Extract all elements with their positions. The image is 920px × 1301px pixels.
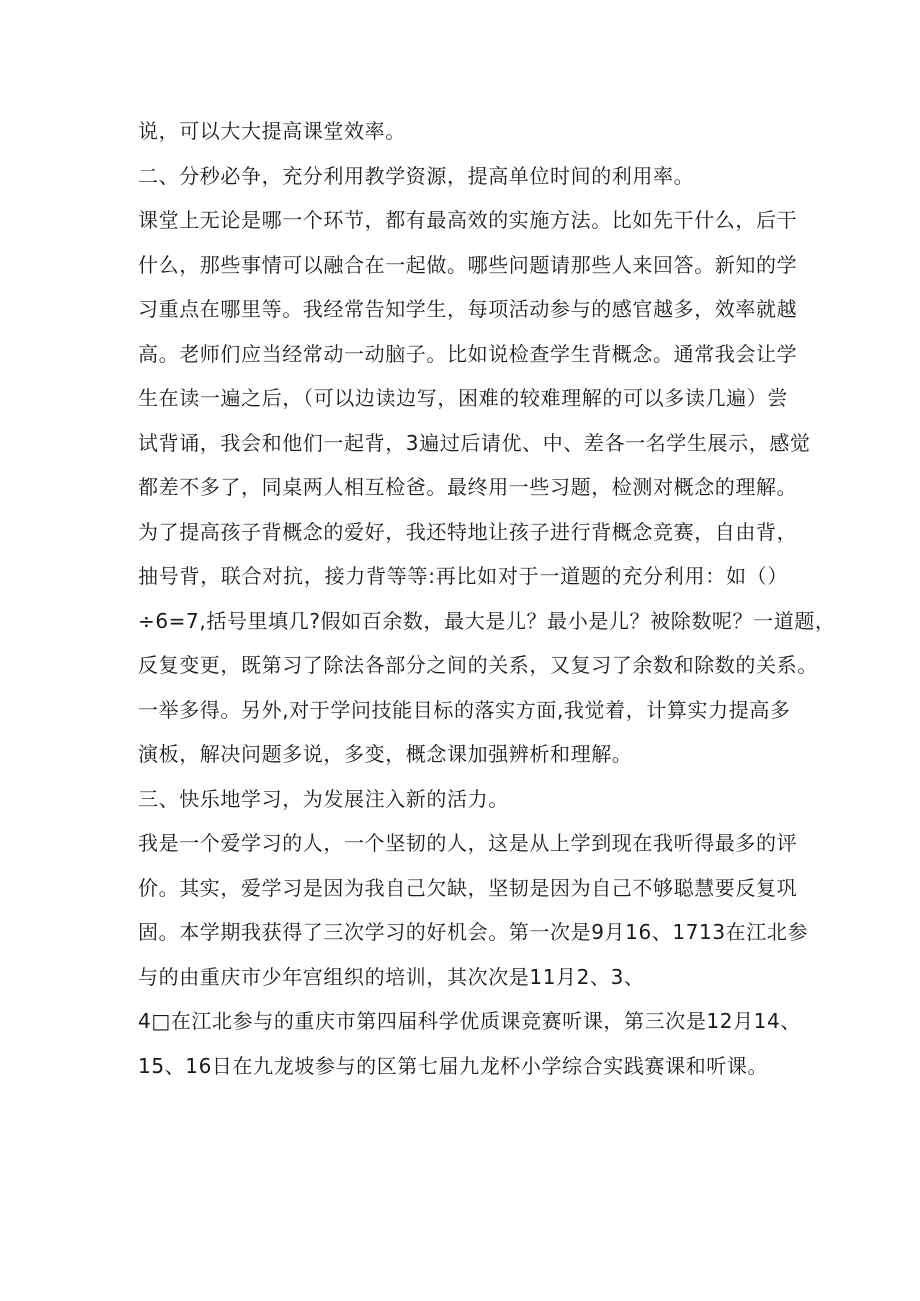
text-line: 为了提高孩子背概念的爱好，我还特地让孩子进行背概念竞赛，自由背， [138,519,798,544]
text-line: 高。老师们应当经常动一动脑子。比如说检查学生背概念。通常我会让学 [138,341,798,366]
text-line: 4□在江北参与的重庆市第四届科学优质课竞赛听课，第三次是12月14、 [138,1009,801,1033]
section-heading: 二、分秒必争，充分利用教学资源，提高单位时间的利用率。 [138,163,695,188]
text-line: 课堂上无论是哪一个环节，都有最高效的实施方法。比如先干什么，后干 [138,208,798,232]
text-line: 价。其实，爱学习是因为我自己欠缺，坚韧是因为自己不够聪慧要反复巩 [138,875,798,900]
text-line: ÷6=7,括号里填几?假如百余数，最大是儿？最小是儿？被除数呢？一道题， [138,608,836,633]
text-line: 说，可以大大提高课堂效率。 [138,119,406,143]
text-line: 固。本学期我获得了三次学习的好机会。第一次是9月16、1713在江北参 [138,920,809,944]
text-line: 试背诵，我会和他们一起背，3遍过后请优、中、差各一名学生展示，感觉 [138,430,811,455]
text-line: 生在读一遍之后，（可以边读边写，困难的较难理解的可以多读几遍）尝 [138,386,788,410]
text-line: 一举多得。另外,对于学问技能目标的落实方面,我觉着，计算实力提高多 [138,697,791,722]
text-line: 什么，那些事情可以融合在一起做。哪些问题请那些人来回答。新知的学 [138,252,798,277]
text-line: 抽号背，联合对抗，接力背等等:再比如对于一道题的充分利用：如（） [138,564,788,588]
text-line: 演板，解决问题多说，多变，概念课加强辨析和理解。 [138,742,633,766]
section-heading: 三、快乐地学习，为发展注入新的活力。 [138,786,509,811]
body-text [138,109,836,1088]
text-line: 反复变更，既第习了除法各部分之间的关系，又复习了余数和除数的关系。 [138,653,818,677]
text-line: 与的由重庆市少年宫组织的培训，其次次是11月2、3、 [138,964,645,989]
text-line: 15、16日在九龙坡参与的区第七届九龙杯小学综合实践赛课和听课。 [138,1053,769,1078]
text-line: 我是一个爱学习的人，一个坚韧的人，这是从上学到现在我听得最多的评 [138,831,798,855]
text-line: 习重点在哪里等。我经常告知学生，每项活动参与的感官越多，效率就越 [138,297,798,321]
text-line: 都差不多了，同桌两人相互检爸。最终用一些习题，检测对概念的理解。 [138,475,798,499]
